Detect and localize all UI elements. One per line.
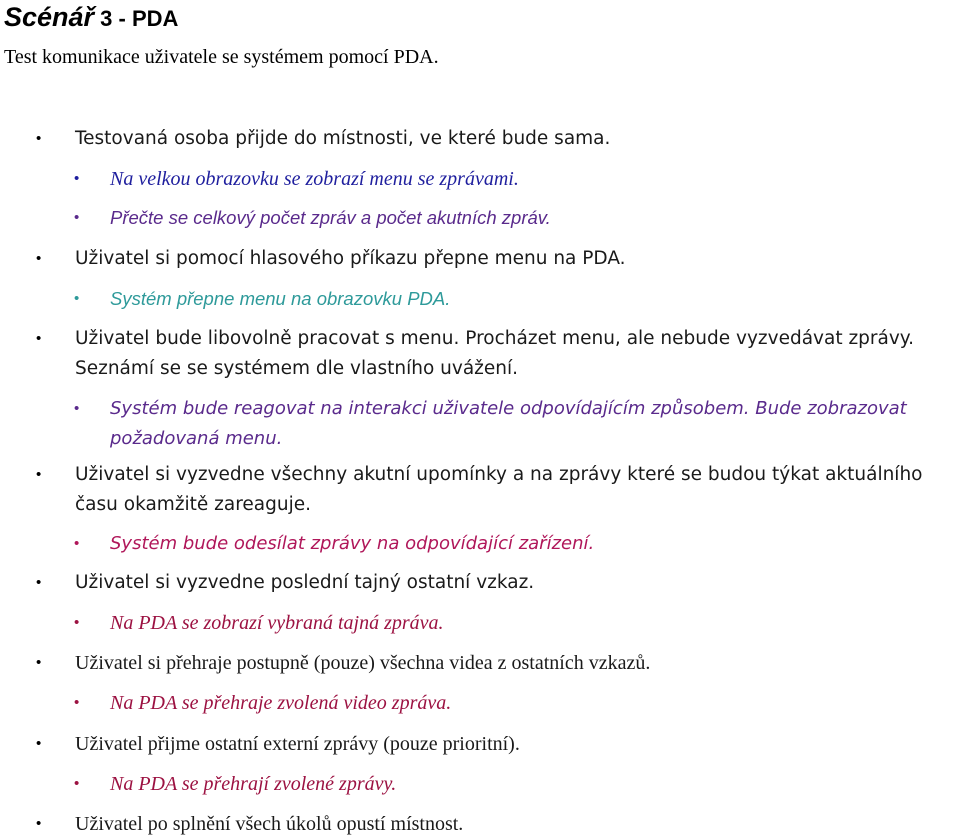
list-item-user-step: [36, 244, 960, 274]
step-text: Na velkou obrazovku se zobrazí menu se zprávami.: [110, 168, 519, 190]
step-text: Testovaná osoba přijde do místnosti, ve které bude sama.: [75, 128, 611, 149]
step-text: Systém bude reagovat na interakci uživatele odpovídajícím způsobem. Bude zobrazovat požadovaná menu.: [110, 398, 907, 449]
list-item-system-response: [74, 529, 960, 559]
list-item-user-step: [36, 648, 960, 678]
list-item-user-step: [36, 324, 960, 384]
title-suffix: 3 - PDA: [94, 6, 179, 31]
bullet-icon: •: [74, 535, 80, 552]
list-item-system-response: [74, 394, 960, 454]
list-item-user-step: [36, 124, 960, 154]
list-item-system-response: [74, 164, 960, 194]
list-item-user-step: [36, 809, 960, 839]
step-text: Na PDA se přehraje zvolená video zpráva.: [110, 692, 452, 714]
list-item-system-response: [74, 284, 960, 314]
page-title: [4, 0, 178, 36]
bullet-icon: •: [36, 250, 42, 267]
title-main: Scénář: [4, 2, 95, 32]
list-item-system-response: [74, 688, 960, 718]
bullet-icon: •: [74, 694, 80, 711]
bullet-icon: •: [74, 170, 80, 187]
list-item-system-response: [74, 769, 960, 799]
bullet-icon: •: [74, 290, 80, 307]
step-text: Uživatel bude libovolně pracovat s menu. Procházet menu, ale nebude vyzvedávat zprávy. Seznámí se se systémem dle vlastního uvážení.: [75, 328, 914, 379]
step-text: Uživatel po splnění všech úkolů opustí místnost.: [75, 813, 464, 835]
step-text: Uživatel si vyzvedne poslední tajný ostatní vzkaz.: [75, 572, 535, 593]
list-item-system-response: [74, 608, 960, 638]
step-text: Systém bude odesílat zprávy na odpovídající zařízení.: [110, 533, 595, 554]
list-item-user-step: [36, 460, 960, 520]
page-subtitle: Test komunikace uživatele se systémem pomocí PDA.: [4, 46, 439, 68]
list-item-user-step: [36, 568, 960, 598]
bullet-icon: •: [36, 466, 42, 483]
step-text: Uživatel přijme ostatní externí zprávy (pouze prioritní).: [75, 733, 520, 755]
step-text: Na PDA se přehrají zvolené zprávy.: [110, 773, 397, 795]
bullet-icon: •: [74, 775, 80, 792]
step-text: Uživatel si vyzvedne všechny akutní upomínky a na zprávy které se budou týkat aktuálního času okamžitě zareaguje.: [75, 464, 923, 515]
bullet-icon: •: [74, 614, 80, 631]
step-text: Uživatel si pomocí hlasového příkazu přepne menu na PDA.: [75, 248, 626, 269]
bullet-icon: •: [74, 209, 80, 226]
bullet-icon: •: [36, 130, 42, 147]
bullet-icon: •: [36, 654, 42, 671]
step-text: Přečte se celkový počet zpráv a počet akutních zpráv.: [110, 207, 551, 228]
bullet-icon: •: [36, 330, 42, 347]
step-text: Systém přepne menu na obrazovku PDA.: [110, 288, 451, 309]
bullet-icon: •: [36, 574, 42, 591]
step-text: Uživatel si přehraje postupně (pouze) všechna videa z ostatních vzkazů.: [75, 652, 651, 674]
bullet-icon: •: [36, 735, 42, 752]
bullet-icon: •: [36, 815, 42, 832]
step-text: Na PDA se zobrazí vybraná tajná zpráva.: [110, 612, 444, 634]
bullet-icon: •: [74, 400, 80, 417]
list-item-system-response: [74, 203, 960, 233]
list-item-user-step: [36, 729, 960, 759]
